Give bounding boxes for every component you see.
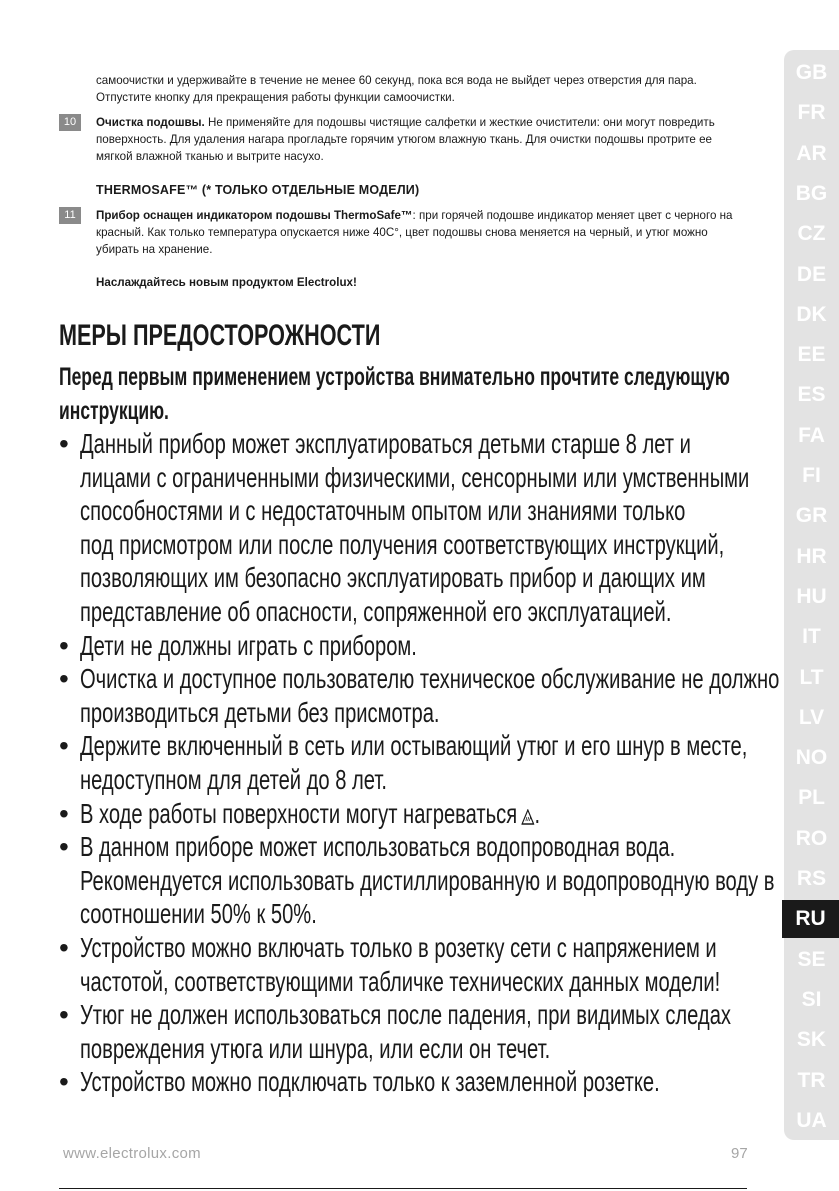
step-11-title: Прибор оснащен индикатором подошвы ThermoSafe™	[96, 209, 413, 222]
step-11-text: : при горячей подошве индикатор меняет цвет с черного на красный. Как только температура опускается ниже 40C°, цвет подошвы снова меняется на черный, и утюг можно убирать на хранение.	[96, 209, 733, 256]
precaution-line: Устройство можно подключать только к заземленной розетке.	[80, 1066, 660, 1098]
language-tab-bg[interactable]: BG	[795, 181, 828, 205]
enjoy-message: Наслаждайтесь новым продуктом Electrolux!	[96, 276, 357, 289]
precaution-line: Устройство можно включать только в розетку сети с напряжением и	[80, 931, 717, 963]
precaution-item	[59, 931, 839, 998]
bullet-icon: •	[59, 831, 69, 863]
step-11-badge: 11	[59, 207, 81, 224]
language-tab-ro[interactable]: RO	[795, 826, 828, 850]
precaution-line: производиться детьми без присмотра.	[80, 696, 440, 728]
language-tab-cz[interactable]: CZ	[797, 222, 826, 246]
language-tab-hu[interactable]: HU	[796, 584, 827, 608]
precaution-line: частотой, соответствующими табличке технических данных модели!	[80, 965, 721, 997]
language-tab-hr[interactable]: HR	[796, 544, 827, 568]
precaution-line: В данном приборе может использоваться водопроводная вода.	[80, 831, 676, 863]
precaution-line: под присмотром или после получения соответствующих инструкций,	[80, 528, 725, 560]
footer-rule	[59, 1188, 747, 1189]
precaution-line: представление об опасности, сопряженной его эксплуатацией.	[80, 595, 672, 627]
precaution-line: позволяющих им безопасно эксплуатировать прибор и дающих им	[80, 562, 706, 594]
precaution-line: Очистка и доступное пользователю техническое обслуживание не должно	[80, 663, 780, 695]
bullet-icon: •	[59, 797, 69, 829]
precaution-line	[80, 797, 779, 831]
thermosafe-heading: THERMOSAFE™ (* ТОЛЬКО ОТДЕЛЬНЫЕ МОДЕЛИ)	[96, 183, 420, 197]
bullet-icon: •	[59, 730, 69, 762]
language-tab-tr[interactable]: TR	[797, 1068, 826, 1092]
language-tab-fa[interactable]: FA	[798, 423, 825, 447]
precautions-title	[59, 316, 505, 356]
language-tab-es[interactable]: ES	[797, 383, 826, 407]
precautions-intro	[59, 360, 839, 428]
footer-url[interactable]: www.electrolux.com	[63, 1145, 201, 1162]
bullet-icon: •	[59, 999, 69, 1031]
language-tab-gb[interactable]: GB	[795, 61, 828, 84]
precaution-item	[59, 729, 839, 796]
precaution-line: Данный прибор может эксплуатироваться детьми старше 8 лет и	[80, 428, 691, 459]
language-tab-gr[interactable]: GR	[795, 504, 828, 528]
page-number: 97	[731, 1145, 748, 1162]
precaution-line: Рекомендуется использовать дистиллированную и водопроводную воду в	[80, 864, 775, 896]
language-tab-ua[interactable]: UA	[796, 1108, 827, 1132]
bullet-icon: •	[59, 931, 69, 963]
precaution-line: лицами с ограниченными физическими, сенсорными или умственными	[80, 461, 750, 493]
language-tab-de[interactable]: DE	[796, 262, 827, 286]
language-tab-no[interactable]: NO	[795, 746, 828, 770]
precaution-line-text: В ходе работы поверхности могут нагреваться	[80, 797, 518, 829]
language-tab-dk[interactable]: DK	[796, 302, 827, 326]
language-tab-it[interactable]: IT	[802, 625, 821, 649]
step-10-text: Не применяйте для подошвы чистящие салфетки и жесткие очистители: они могут повредить поверхность. Для удаления нагара прогладьте горячим утюгом влажную ткань. Для очистки подошвы протрите ее мягкой влажной тканью и вытрите насухо.	[96, 116, 715, 163]
language-tab-strip	[784, 50, 839, 1140]
bullet-icon: •	[59, 428, 69, 459]
language-tab-pl[interactable]: PL	[798, 786, 825, 810]
precaution-item	[59, 1065, 839, 1099]
bullet-icon: •	[59, 663, 69, 695]
language-tab-lt[interactable]: LT	[799, 665, 824, 689]
language-tab-fi[interactable]: FI	[802, 464, 821, 487]
precaution-item	[59, 830, 839, 931]
precaution-item	[59, 797, 839, 831]
step-10-title: Очистка подошвы.	[96, 116, 205, 129]
language-tab-rs[interactable]: RS	[796, 867, 827, 890]
step-11-paragraph	[96, 207, 736, 258]
precaution-line: Дети не должны играть с прибором.	[80, 629, 417, 661]
language-tab-ee[interactable]: EE	[797, 343, 826, 367]
hot-surface-warning-icon	[521, 809, 534, 825]
language-tab-ar[interactable]: AR	[796, 141, 827, 165]
language-tab-sk[interactable]: SK	[796, 1028, 827, 1052]
precaution-line-suffix: .	[534, 797, 541, 829]
bullet-icon: •	[59, 629, 69, 661]
language-tab-fr[interactable]: FR	[797, 101, 826, 125]
precaution-line: соотношении 50% к 50%.	[80, 898, 317, 930]
precautions-intro-line-1: Перед первым применением устройства внимательно прочтите следующую	[59, 363, 730, 391]
continuation-paragraph: самоочистки и удерживайте в течение не менее 60 секунд, пока вся вода не выйдет через отверстия для пара. Отпустите кнопку для прекращения работы функции самоочистки.	[96, 74, 697, 104]
precaution-line: способностями и с недостаточным опытом или знаниями только	[80, 495, 686, 527]
precaution-line: Утюг не должен использоваться после падения, при видимых следах	[80, 999, 731, 1031]
language-tab-ru[interactable]: RU	[782, 900, 839, 938]
precaution-item	[59, 427, 839, 629]
step-10-paragraph	[96, 114, 736, 165]
precaution-line: повреждения утюга или шнура, или если он течет.	[80, 1032, 551, 1064]
precaution-line: недоступном для детей до 8 лет.	[80, 763, 387, 795]
precautions-intro-line-2: инструкцию.	[59, 397, 169, 425]
precautions-list	[59, 427, 839, 1099]
language-tab-lv[interactable]: LV	[798, 705, 825, 729]
language-tab-se[interactable]: SE	[797, 947, 826, 971]
language-tab-si[interactable]: SI	[801, 987, 822, 1011]
precautions-title-text: МЕРЫ ПРЕДОСТОРОЖНОСТИ	[59, 319, 381, 352]
bullet-icon: •	[59, 1066, 69, 1098]
precaution-item	[59, 662, 839, 729]
step-10-badge: 10	[59, 114, 81, 131]
precaution-item	[59, 998, 839, 1065]
precaution-line: Держите включенный в сеть или остывающий утюг и его шнур в месте,	[80, 730, 748, 762]
precaution-item	[59, 629, 839, 663]
